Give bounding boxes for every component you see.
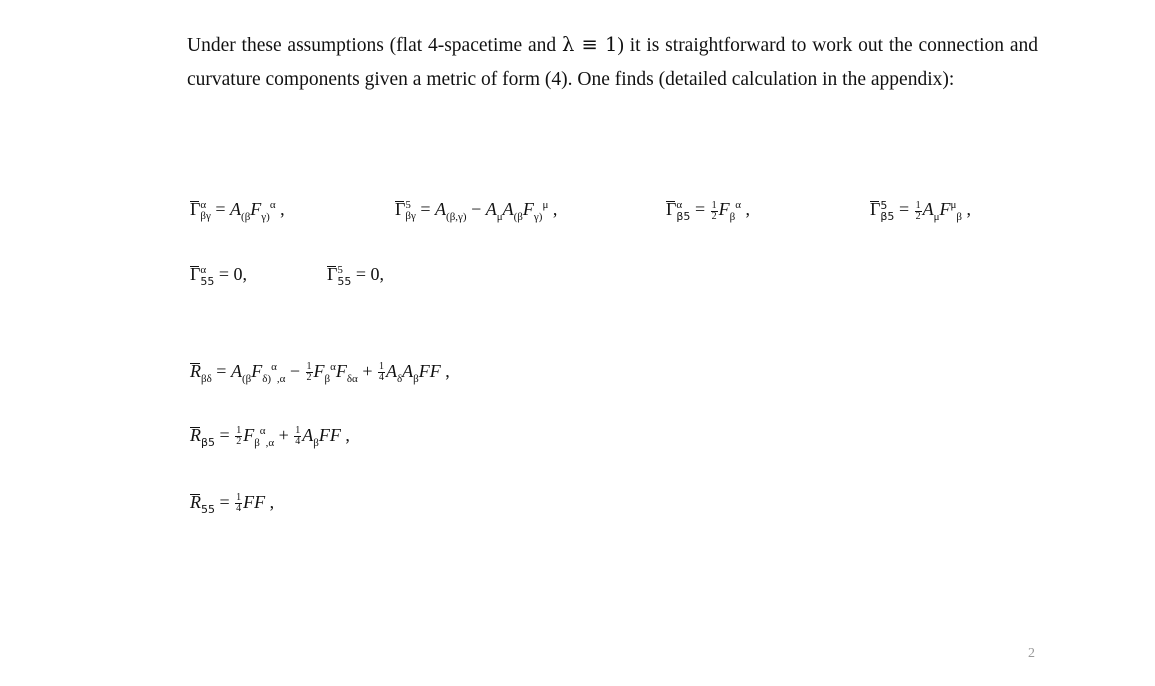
eq-gamma-5-55: Γ 5 55 = 0,: [327, 264, 385, 288]
eq-gamma-alpha-55: Γ α 55 = 0,: [190, 264, 248, 288]
eq-gamma-5-beta-5: Γ 5 β5 = $\frac{1}{2}$ $A_\mu F^\mu_\beta$ ,: [870, 199, 972, 224]
intro-text-1: Under these assumptions (flat 4-spacetime and: [187, 35, 562, 56]
intro-paragraph: [187, 28, 1038, 97]
eq-gamma-alpha-beta-5: Γ α β5 = $\frac{1}{2}$ $F_\beta^\alpha$ ,: [666, 199, 750, 224]
eq-ricci-beta-5: $R_{\beta 5}$ = $\frac{1}{2}$ $F_\beta^\alpha_{,\alpha}$ + $\frac{1}{4}$ $A_\beta FF$ ,: [190, 425, 350, 449]
intro-text-2: ) it is straightforward to work out the connection and curvature components given a metric of form (4). One finds (detailed calculation in the appendix):: [187, 35, 1039, 90]
eq-gamma-5-beta-gamma: Γ 5 βγ = $A_{(\beta,\gamma)} - A_\mu A_{(\beta}F_{\gamma)}^\mu$ ,: [395, 199, 558, 224]
eq-ricci-55: $R_{55}$ = $\frac{1}{4}$ FF ,: [190, 492, 275, 516]
eq-ricci-beta-delta: $R_{\beta\delta} = A_{(\beta}F_{\delta)}^\alpha_{,\alpha}$ − $\frac{1}{2}$ $F_\beta^\alpha F_{\delta\alpha}$ + $\frac{1}{4}$ $A_\delta A_\beta FF$ ,: [190, 361, 450, 385]
lambda-expression: λ ≡ 1: [561, 33, 618, 56]
page-number: 2: [1028, 646, 1035, 661]
eq-gamma-alpha-beta-gamma: Γ α βγ = $A_{(\beta}F_{\gamma)}^\alpha$ ,: [190, 199, 285, 224]
